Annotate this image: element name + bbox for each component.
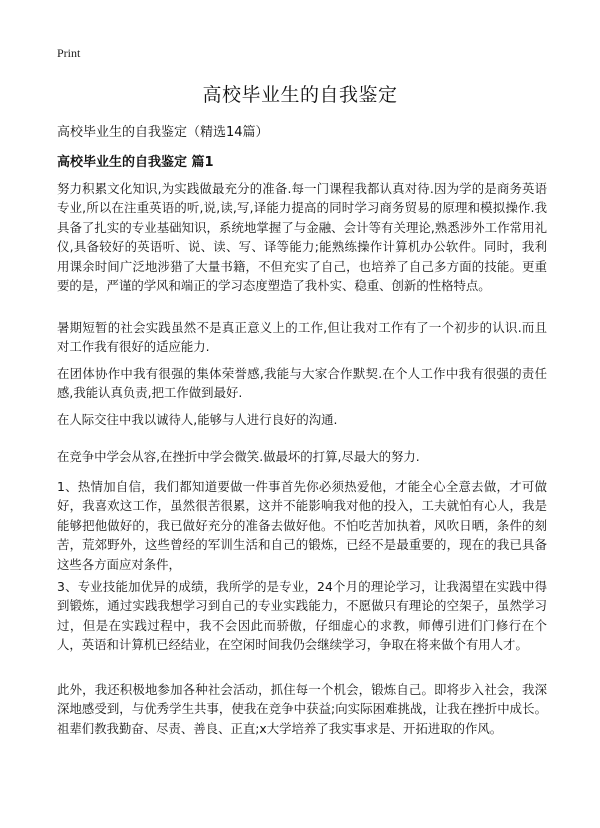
document-subtitle: 高校毕业生的自我鉴定（精选14篇） [57, 125, 269, 140]
paragraph-8: 此外，我还积极地参加各种社会活动，抓住每一个机会，锻炼自己。即将步入社会，我深深地感受到，与优秀学生共事，使我在竞争中获益;向实际困难挑战，让我在挫折中成长。祖辈们教我勤奋、尽责、善良、正直;x大学培养了我实事求是、开拓进取的作风。 [57, 682, 547, 736]
paragraph-7: 3、专业技能加优异的成绩，我所学的是专业，24个月的理论学习，让我渴望在实践中得到锻炼，通过实践我想学习到自己的专业实践能力，不愿做只有理论的空架子，虽然学习过，但是在实践过程中，我不会因此而骄傲，仔细虚心的求教，师傅引进们门修行在个人，英语和计算机已经结业，在空闲时间我仍会继续学习，争取在将来做个有用人才。 [57, 579, 547, 653]
paragraph-5: 在竞争中学会从容,在挫折中学会微笑.做最坏的打算,尽最大的努力. [57, 449, 420, 464]
paragraph-1: 努力积累文化知识,为实践做最充分的准备.每一门课程我都认真对待.因为学的是商务英语专业,所以在注重英语的听,说,读,写,译能力提高的同时学习商务贸易的原理和模拟操作.我具备了扎实的专业基础知识，系统地掌握了与金融、会计等有关理论,熟悉涉外工作常用礼仪,具备较好的英语听、说、读、写、译等能力;能熟练操作计算机办公软件。同时，我利用课余时间广泛地涉猎了大量书籍，不但充实了自己，也培养了自己多方面的技能。更重要的是，严谨的学风和端正的学习态度塑造了我朴实、稳重、创新的性格特点。 [57, 181, 547, 294]
section-heading: 高校毕业生的自我鉴定 篇1 [57, 155, 214, 170]
paragraph-6: 1、热情加自信，我们都知道要做一件事首先你必须热爱他，才能全心全意去做，才可做好，我喜欢这工作，虽然很苦很累，这并不能影响我对他的投入，工夫就怕有心人，我是能够把他做好的，我已做好充分的准备去做好他。不怕吃苦加执着，风吹日晒，条件的刻苦，荒郊野外，这些曾经的军训生活和自己的锻炼，已经不是最重要的，现在的我已具备这些各方面应对条件， [57, 479, 547, 572]
print-label: Print [57, 46, 81, 60]
document-title: 高校毕业生的自我鉴定 [202, 84, 398, 106]
paragraph-3: 在团体协作中我有很强的集体荣誉感,我能与大家合作默契.在个人工作中我有很强的责任感,我能认真负责,把工作做到最好. [57, 366, 547, 401]
paragraph-4: 在人际交往中我以诚待人,能够与人进行良好的沟通. [57, 412, 338, 427]
paragraph-2: 暑期短暂的社会实践虽然不是真正意义上的工作,但让我对工作有了一个初步的认识.而且对工作我有很好的适应能力. [57, 320, 547, 355]
